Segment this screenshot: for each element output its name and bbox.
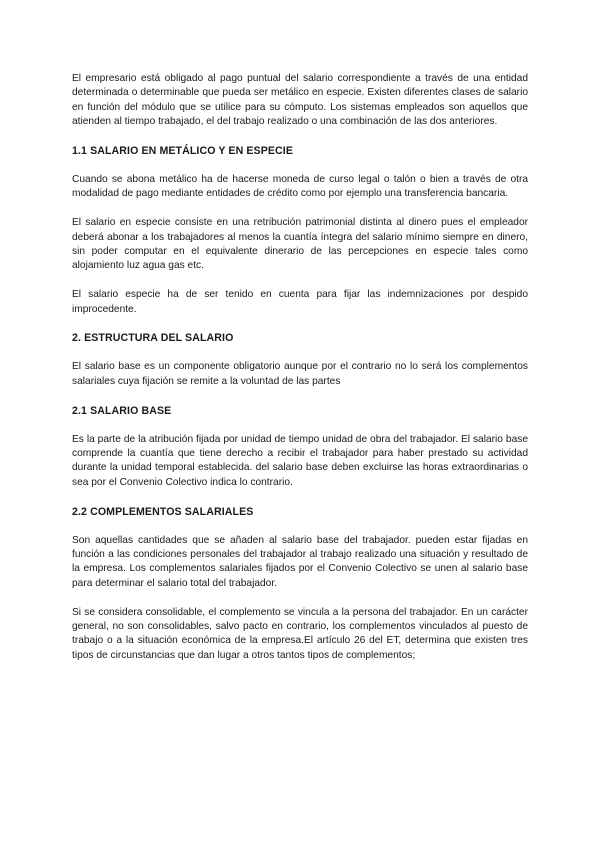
section-heading-estructura-salario: 2. ESTRUCTURA DEL SALARIO xyxy=(72,332,234,345)
paragraph: Son aquellas cantidades que se añaden al salario base del trabajador. pueden estar fijadas en función a las condiciones personales del trabajador al trabajo realizado una situación y resultado de la empresa. Los complementos salariales fijados por el Convenio Colectivo se unen al salario base para determinar el salario total del trabajador. xyxy=(72,534,528,589)
section-heading-complementos-salariales: 2.2 COMPLEMENTOS SALARIALES xyxy=(72,505,254,518)
paragraph: Cuando se abona metálico ha de hacerse moneda de curso legal o talón o bien a través de otra modalidad de pago mediante entidades de crédito como por ejemplo una transferencia bancaria. xyxy=(72,174,528,200)
section-heading-salario-metalico-especie: 1.1 SALARIO EN METÁLICO Y EN ESPECIE xyxy=(72,145,294,158)
intro-paragraph: El empresario está obligado al pago puntual del salario correspondiente a través de una entidad determinada o determinable que pueda ser metálico en especie. Existen diferentes clases de salario en función del módulo que se utilice para su cómputo. Los sistemas empleados son aquellos que atienden al tiempo trabajado, el del trabajo realizado o una combinación de las dos anteriores. xyxy=(72,73,528,128)
paragraph: Si se considera consolidable, el complemento se vincula a la persona del trabajador. En un carácter general, no son consolidables, salvo pacto en contrario, los complementos vinculados al puesto de trabajo o a la situación económica de la empresa.El artículo 26 del ET, determina que existen tres tipos de circunstancias que dan lugar a otros tantos tipos de complementos; xyxy=(72,606,528,661)
paragraph: El salario base es un componente obligatorio aunque por el contrario no lo será los complementos salariales cuya fijación se remite a la voluntad de las partes xyxy=(72,361,528,387)
document-body xyxy=(72,72,528,678)
paragraph: El salario en especie consiste en una retribución patrimonial distinta al dinero pues el empleador deberá abonar a los trabajadores al menos la cuantía íntegra del salario mínimo siempre en dinero, sin poder computar en el equivalente dinerario de las percepciones en especie tales como alojamiento luz agua gas etc. xyxy=(72,217,528,272)
paragraph: El salario especie ha de ser tenido en cuenta para fijar las indemnizaciones por despido improcedente. xyxy=(72,289,528,315)
section-heading-salario-base: 2.1 SALARIO BASE xyxy=(72,404,172,417)
paragraph: Es la parte de la atribución fijada por unidad de tiempo unidad de obra del trabajador. El salario base comprende la cuantía que tiene derecho a recibir el trabajador para haber prestado su actividad durante la unidad temporal establecida. del salario base deben excluirse las horas extraordinarias o sea por el Convenio Colectivo indica lo contrario. xyxy=(72,433,528,488)
